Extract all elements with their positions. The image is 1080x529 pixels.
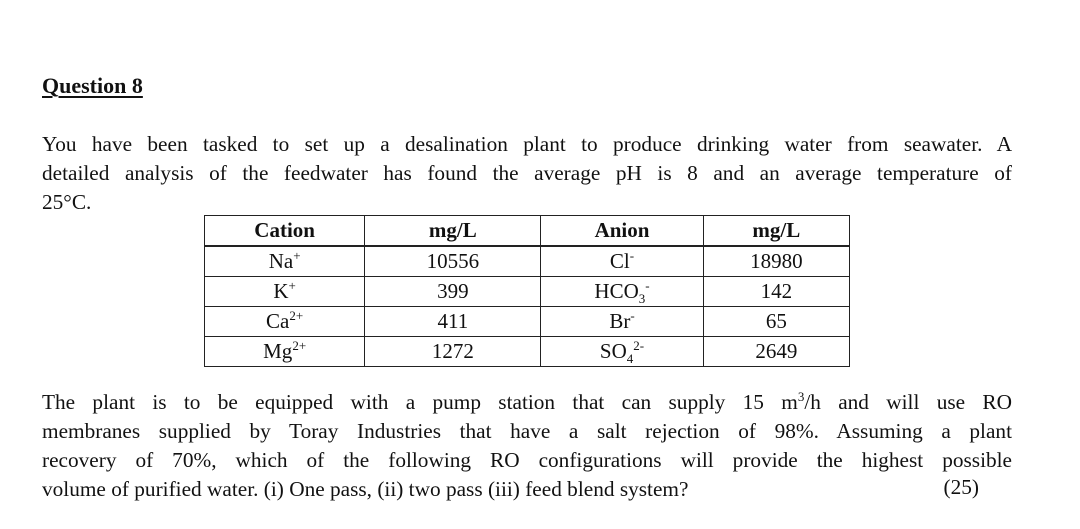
anion-cell xyxy=(541,277,703,307)
table-row xyxy=(205,307,850,337)
ion-symbol: Mg xyxy=(263,339,293,363)
header-anion: Anion xyxy=(541,216,703,247)
table-row xyxy=(205,277,850,307)
intro-line: You have been tasked to set up a desalination plant to produce drinking water from seawater. A xyxy=(42,132,1012,156)
anion-cell xyxy=(541,246,703,277)
intro-paragraph xyxy=(42,130,1012,217)
cation-cell xyxy=(205,307,365,337)
cation-cell xyxy=(205,277,365,307)
outro-line xyxy=(42,475,1012,504)
ion-symbol: K xyxy=(273,279,289,303)
header-cation-conc: mg/L xyxy=(365,216,541,247)
unit-superscript: 3 xyxy=(797,388,805,404)
anion-value: 142 xyxy=(703,277,849,307)
ion-symbol: Ca xyxy=(266,309,290,333)
anion-value: 2649 xyxy=(703,337,849,367)
ion-symbol: Cl xyxy=(609,249,630,273)
cation-value: 399 xyxy=(365,277,541,307)
ion-symbol: HCO xyxy=(594,279,639,303)
cation-value: 411 xyxy=(365,307,541,337)
outro-text: volume of purified water. (i) One pass, (ii) two pass (iii) feed blend system? xyxy=(42,477,689,501)
ion-charge: - xyxy=(629,248,635,263)
anion-value: 65 xyxy=(703,307,849,337)
ion-charge: - xyxy=(645,278,650,293)
table-row xyxy=(205,246,850,277)
outro-text: The plant is to be equipped with a pump station that can supply 15 m xyxy=(42,390,798,414)
cation-cell xyxy=(205,337,365,367)
ion-symbol: Br xyxy=(609,309,631,333)
ion-charge: + xyxy=(293,248,301,263)
cation-value: 1272 xyxy=(365,337,541,367)
ion-charge: 2+ xyxy=(289,308,304,323)
header-cation: Cation xyxy=(205,216,365,247)
ion-charge: 2- xyxy=(633,338,645,353)
ion-charge: + xyxy=(288,278,296,293)
table-header-row xyxy=(205,216,850,247)
header-anion-conc: mg/L xyxy=(703,216,849,247)
cation-value: 10556 xyxy=(365,246,541,277)
anion-cell xyxy=(541,307,703,337)
outro-line xyxy=(42,388,1012,417)
intro-line: 25°C. xyxy=(42,190,92,214)
outro-text: /h and will use RO xyxy=(804,390,1012,414)
ion-symbol: SO xyxy=(599,339,627,363)
ion-symbol: Na xyxy=(268,249,294,273)
ion-charge: - xyxy=(630,308,635,323)
ion-concentration-table xyxy=(204,215,850,367)
outro-line: recovery of 70%, which of the following RO configurations will provide the highest possible xyxy=(42,448,1012,472)
ion-subscript: 3 xyxy=(638,291,646,307)
cation-cell xyxy=(205,246,365,277)
question-marks: (25) xyxy=(943,475,979,499)
table-row xyxy=(205,337,850,367)
anion-cell xyxy=(541,337,703,367)
outro-paragraph xyxy=(42,388,1012,504)
ion-charge: 2+ xyxy=(292,338,307,353)
ion-subscript: 4 xyxy=(626,351,634,367)
intro-line: detailed analysis of the feedwater has found the average pH is 8 and an average temperature of xyxy=(42,161,1012,185)
outro-line: membranes supplied by Toray Industries that have a salt rejection of 98%. Assuming a plant xyxy=(42,419,1012,443)
question-heading: Question 8 xyxy=(42,73,143,98)
anion-value: 18980 xyxy=(703,246,849,277)
